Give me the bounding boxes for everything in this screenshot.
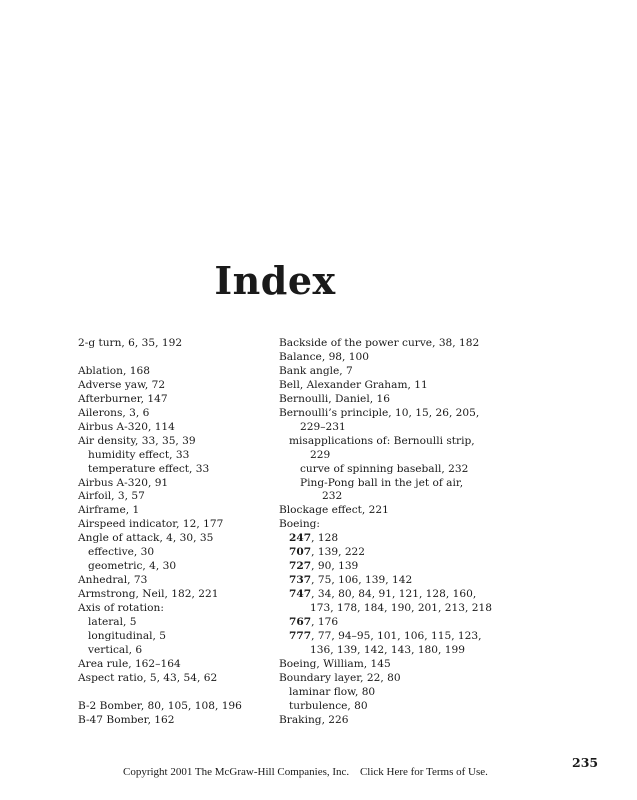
entry-text: Balance, 98, 100 [279, 350, 370, 363]
entry-text: curve of spinning baseball, 232 [300, 462, 469, 475]
index-entry [78, 379, 263, 393]
index-subentry [279, 616, 479, 630]
entry-text: , 128 [311, 532, 339, 545]
index-column-left [78, 337, 263, 728]
entry-text: 2-g turn, 6, 35, 192 [78, 337, 183, 349]
entry-text: Airframe, 1 [78, 504, 140, 517]
index-entry [78, 574, 263, 588]
index-entry [78, 337, 263, 351]
entry-text: Airfoil, 3, 57 [78, 490, 145, 503]
index-subentry [78, 560, 263, 574]
index-entry [78, 518, 263, 532]
index-subentry [279, 700, 479, 714]
index-entry [78, 658, 263, 672]
entry-text: Adverse yaw, 72 [78, 378, 166, 391]
entry-gap [78, 686, 263, 700]
entry-text: , 139, 222 [311, 546, 366, 559]
entry-text: Backside of the power curve, 38, 182 [279, 337, 480, 349]
model-number: 247 [289, 532, 312, 545]
index-subentry [279, 588, 479, 602]
entry-text: Ailerons, 3, 6 [78, 406, 150, 419]
index-subentry [279, 532, 479, 546]
copyright-text: Copyright 2001 The McGraw-Hill Companies, Inc. [123, 766, 350, 778]
index-subentry [279, 463, 479, 477]
entry-text: effective, 30 [88, 546, 155, 559]
index-entry [78, 407, 263, 421]
index-subentry [279, 546, 479, 560]
model-number: 747 [289, 588, 312, 601]
index-subentry [279, 435, 479, 449]
index-entry [78, 602, 263, 616]
index-entry [279, 672, 479, 686]
index-entry [279, 504, 479, 518]
entry-text: Ablation, 168 [78, 364, 150, 377]
entry-text: lateral, 5 [88, 616, 137, 629]
index-entry [279, 658, 479, 672]
index-subentry [78, 644, 263, 658]
index-subentry [78, 546, 263, 560]
index-subentry [78, 630, 263, 644]
entry-gap [78, 351, 263, 365]
model-number: 777 [289, 630, 312, 643]
entry-text: 136, 139, 142, 143, 180, 199 [310, 643, 465, 656]
index-subentry [279, 686, 479, 700]
index-entry-continuation [279, 421, 479, 435]
footer [123, 766, 488, 778]
entry-text: Bernoulli’s principle, 10, 15, 26, 205, [279, 406, 480, 419]
entry-text: 173, 178, 184, 190, 201, 213, 218 [310, 602, 492, 615]
entry-text: Bernoulli, Daniel, 16 [279, 392, 390, 405]
index-entry [279, 379, 479, 393]
entry-text: Boeing: [279, 518, 320, 531]
entry-text: 229–231 [300, 420, 346, 433]
index-entry [279, 351, 479, 365]
index-entry [78, 504, 263, 518]
page-number: 235 [572, 755, 599, 770]
model-number: 767 [289, 616, 312, 629]
page-title: Index [214, 258, 336, 303]
entry-text: B-47 Bomber, 162 [78, 713, 175, 726]
index-entry [78, 490, 263, 504]
entry-text: 232 [322, 490, 343, 503]
index-subentry [78, 463, 263, 477]
index-entry [78, 532, 263, 546]
entry-text: , 176 [311, 616, 339, 629]
index-entry [279, 407, 479, 421]
entry-text: Airspeed indicator, 12, 177 [78, 518, 224, 531]
model-number: 737 [289, 574, 312, 587]
index-subentry [78, 616, 263, 630]
entry-text: Boundary layer, 22, 80 [279, 671, 401, 684]
index-entry-continuation [279, 449, 479, 463]
terms-of-use-link[interactable]: Click Here for Terms of Use. [359, 766, 488, 778]
index-entry-continuation [279, 490, 479, 504]
index-subentry [279, 560, 479, 574]
entry-text: Angle of attack, 4, 30, 35 [78, 532, 214, 545]
entry-text: longitudinal, 5 [88, 630, 167, 642]
index-entry [279, 714, 479, 728]
entry-text: laminar flow, 80 [289, 685, 376, 698]
entry-text: Aspect ratio, 5, 43, 54, 62 [78, 671, 218, 684]
index-entry-continuation [279, 644, 479, 658]
index-entry [78, 588, 263, 602]
entry-text: 229 [310, 448, 331, 461]
entry-text: Afterburner, 147 [78, 392, 168, 405]
index-column-right [279, 337, 492, 728]
entry-text: , 90, 139 [311, 560, 359, 573]
entry-text: misapplications of: Bernoulli strip, [289, 434, 475, 447]
index-entry [78, 365, 263, 379]
entry-text: Boeing, William, 145 [279, 657, 391, 670]
entry-text: Bank angle, 7 [279, 364, 353, 377]
entry-text: , 34, 80, 84, 91, 121, 128, 160, [311, 588, 477, 601]
entry-text: Axis of rotation: [78, 602, 164, 615]
entry-text: Airbus A-320, 91 [78, 476, 169, 489]
index-subentry [279, 574, 479, 588]
entry-text: Anhedral, 73 [78, 574, 148, 587]
entry-text: Braking, 226 [279, 713, 349, 726]
entry-text: , 75, 106, 139, 142 [311, 574, 413, 587]
index-entry-continuation [279, 602, 492, 616]
index-entry [279, 337, 479, 351]
index-entry [78, 435, 263, 449]
index-entry [78, 421, 263, 435]
index-entry [279, 393, 479, 407]
index-entry [78, 477, 263, 491]
index-subentry [279, 630, 482, 644]
entry-text: Bell, Alexander Graham, 11 [279, 378, 428, 391]
index-entry [279, 518, 479, 532]
entry-text: Armstrong, Neil, 182, 221 [78, 588, 219, 601]
index-entry [279, 365, 479, 379]
entry-text: Airbus A-320, 114 [78, 420, 175, 433]
entry-text: Area rule, 162–164 [78, 657, 181, 670]
entry-text: Ping-Pong ball in the jet of air, [300, 476, 464, 489]
entry-text: geometric, 4, 30 [88, 560, 177, 573]
entry-text: , 77, 94–95, 101, 106, 115, 123, [311, 630, 482, 643]
entry-text: temperature effect, 33 [88, 462, 210, 475]
index-entry [78, 714, 263, 728]
index-entry [78, 672, 263, 686]
entry-text: vertical, 6 [88, 643, 143, 656]
index-subentry [279, 477, 479, 491]
entry-text: humidity effect, 33 [88, 448, 190, 461]
model-number: 707 [289, 546, 312, 559]
index-subentry [78, 449, 263, 463]
entry-text: Blockage effect, 221 [279, 504, 389, 517]
index-entry [78, 700, 263, 714]
model-number: 727 [289, 560, 312, 573]
entry-text: turbulence, 80 [289, 699, 368, 712]
entry-text: B-2 Bomber, 80, 105, 108, 196 [78, 699, 242, 712]
index-entry [78, 393, 263, 407]
entry-text: Air density, 33, 35, 39 [78, 434, 196, 447]
